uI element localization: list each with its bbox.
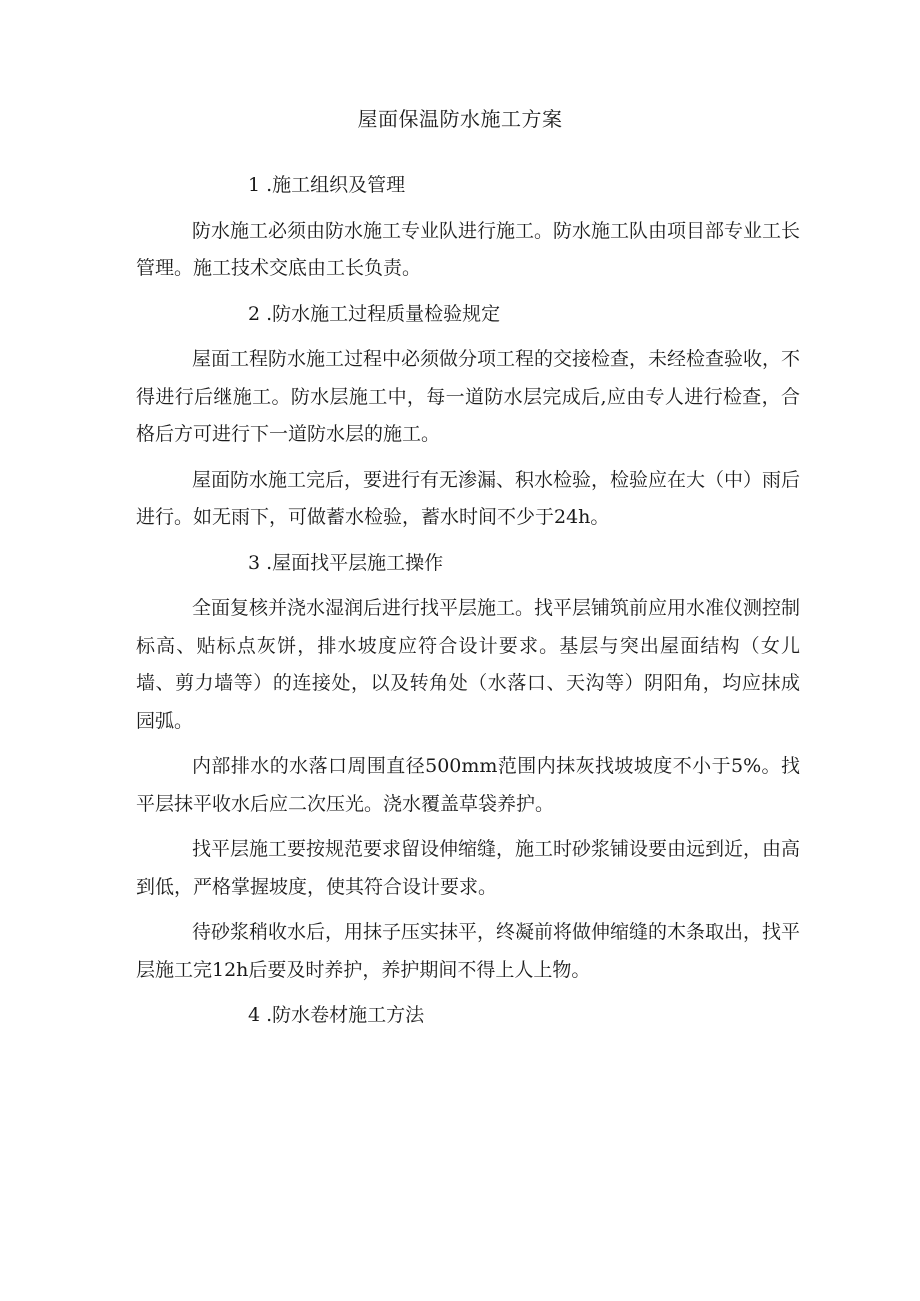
section-heading-text: .防水卷材施工方法	[266, 1004, 425, 1026]
paragraph: 防水施工必须由防水施工专业队进行施工。防水施工队由项目部专业工长管理。施工技术交底由工长负责。	[136, 219, 801, 279]
section-number: 3	[248, 551, 261, 574]
paragraph: 内部排水的水落口周围直径500mm范围内抹灰找坡坡度不小于5%。找平层抹平收水后应二次压光。浇水覆盖草袋养护。	[136, 755, 800, 815]
section-heading	[136, 167, 800, 205]
section-number: 1	[248, 174, 261, 196]
section-heading-text: .施工组织及管理	[266, 174, 406, 196]
paragraph: 全面复核并浇水湿润后进行找平层施工。找平层铺筑前应用水准仪测控制标高、贴标点灰饼，排水坡度应符合设计要求。基层与突出屋面结构（女儿墙、剪力墙等）的连接处，以及转角处（水落口、天沟等）阴阳角，均应抹成园弧。	[136, 597, 801, 732]
section-heading-text: .防水施工过程质量检验规定	[266, 302, 501, 325]
section-heading	[136, 997, 800, 1035]
section-number: 4	[248, 1004, 261, 1026]
section-heading	[136, 545, 800, 583]
document-title: 屋面保温防水施工方案	[357, 107, 563, 131]
section-number: 2	[248, 302, 261, 325]
section-heading-text: .屋面找平层施工操作	[266, 551, 444, 574]
document-body	[136, 167, 800, 1035]
paragraph: 找平层施工要按规范要求留设伸缩缝，施工时砂浆铺设要由远到近，由高到低，严格掌握坡度，使其符合设计要求。	[136, 838, 801, 898]
section-heading	[136, 296, 800, 334]
paragraph: 待砂浆稍收水后，用抹子压实抹平，终凝前将做伸缩缝的木条取出，找平层施工完12h后要及时养护，养护期间不得上人上物。	[136, 921, 801, 981]
paragraph: 屋面工程防水施工过程中必须做分项工程的交接检查，未经检查验收，不得进行后继施工。防水层施工中，每一道防水层完成后,应由专人进行检查，合格后方可进行下一道防水层的施工。	[136, 348, 801, 445]
paragraph: 屋面防水施工完后，要进行有无渗漏、积水检验，检验应在大（中）雨后进行。如无雨下，可做蓄水检验，蓄水时间不少于24h。	[136, 468, 801, 528]
